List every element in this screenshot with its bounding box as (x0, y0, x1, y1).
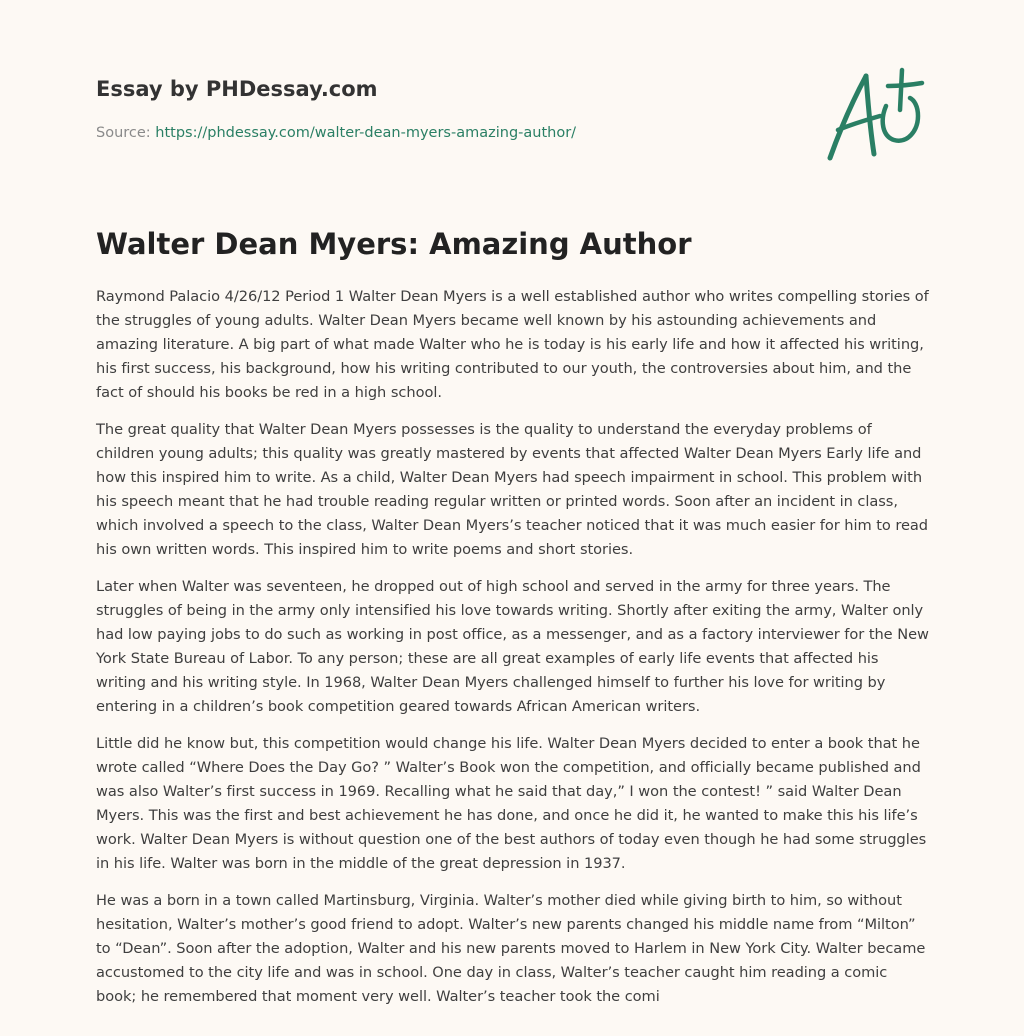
page-header (96, 72, 796, 144)
source-line (96, 122, 796, 144)
essay-paragraph: He was a born in a town called Martinsburg, Virginia. Walter’s mother died while giving birth to him, so without hesitation, Walter’s mother’s good friend to adopt. Walter’s new parents changed his middle name from “Milton” to “Dean”. Soon after the adoption, Walter and his new parents moved to Harlem in New York City. Walter became accustomed to the city life and was in school. One day in class, Walter’s teacher caught him reading a comic book; he remembered that moment very well. Walter’s teacher took the comi (96, 892, 926, 1005)
site-brand: Essay by PHDessay.com (96, 77, 378, 101)
essay-paragraph: The great quality that Walter Dean Myers possesses is the quality to understand the everyday problems of children young adults; this quality was greatly mastered by events that affected Walter Dean Myers Early life and how this inspired him to write. As a child, Walter Dean Myers had speech impairment in school. This problem with his speech meant that he had trouble reading regular written or printed words. Soon after an incident in class, which involved a speech to the class, Walter Dean Myers’s teacher noticed that it was much easier for him to read his own written words. This inspired him to write poems and short stories. (96, 421, 929, 558)
source-label: Source: (96, 125, 151, 141)
a-plus-logo-icon (822, 64, 932, 164)
essay-paragraph: Later when Walter was seventeen, he dropped out of high school and served in the army for three years. The struggles of being in the army only intensified his love towards writing. Shortly after exiting the army, Walter only had low paying jobs to do such as working in post office, as a messenger, and as a factory interviewer for the New York State Bureau of Labor. To any person; these are all great examples of early life events that affected his writing and his writing style. In 1968, Walter Dean Myers challenged himself to further his love for writing by entering in a children’s book competition geared towards African American writers. (96, 578, 929, 715)
essay-paragraph: Raymond Palacio 4/26/12 Period 1 Walter Dean Myers is a well established author who writes compelling stories of the struggles of young adults. Walter Dean Myers became well known by his astounding achievements and amazing literature. A big part of what made Walter who he is today is his early life and how it affected his writing, his first success, his background, how his writing contributed to our youth, the controversies about him, and the fact of should his books be red in a high school. (96, 288, 929, 401)
essay-paragraph: Little did he know but, this competition would change his life. Walter Dean Myers decided to enter a book that he wrote called “Where Does the Day Go? ” Walter’s Book won the competition, and officially became published and was also Walter’s first success in 1969. Recalling what he said that day,” I won the contest! ” said Walter Dean Myers. This was the first and best achievement he has done, and once he did it, he wanted to make this his life’s work. Walter Dean Myers is without question one of the best authors of today even though he had some struggles in his life. Walter was born in the middle of the great depression in 1937. (96, 735, 927, 872)
essay-body (96, 285, 932, 1022)
essay-title: Walter Dean Myers: Amazing Author (96, 227, 692, 261)
source-link[interactable]: https://phdessay.com/walter-dean-myers-amazing-author/ (155, 125, 577, 141)
